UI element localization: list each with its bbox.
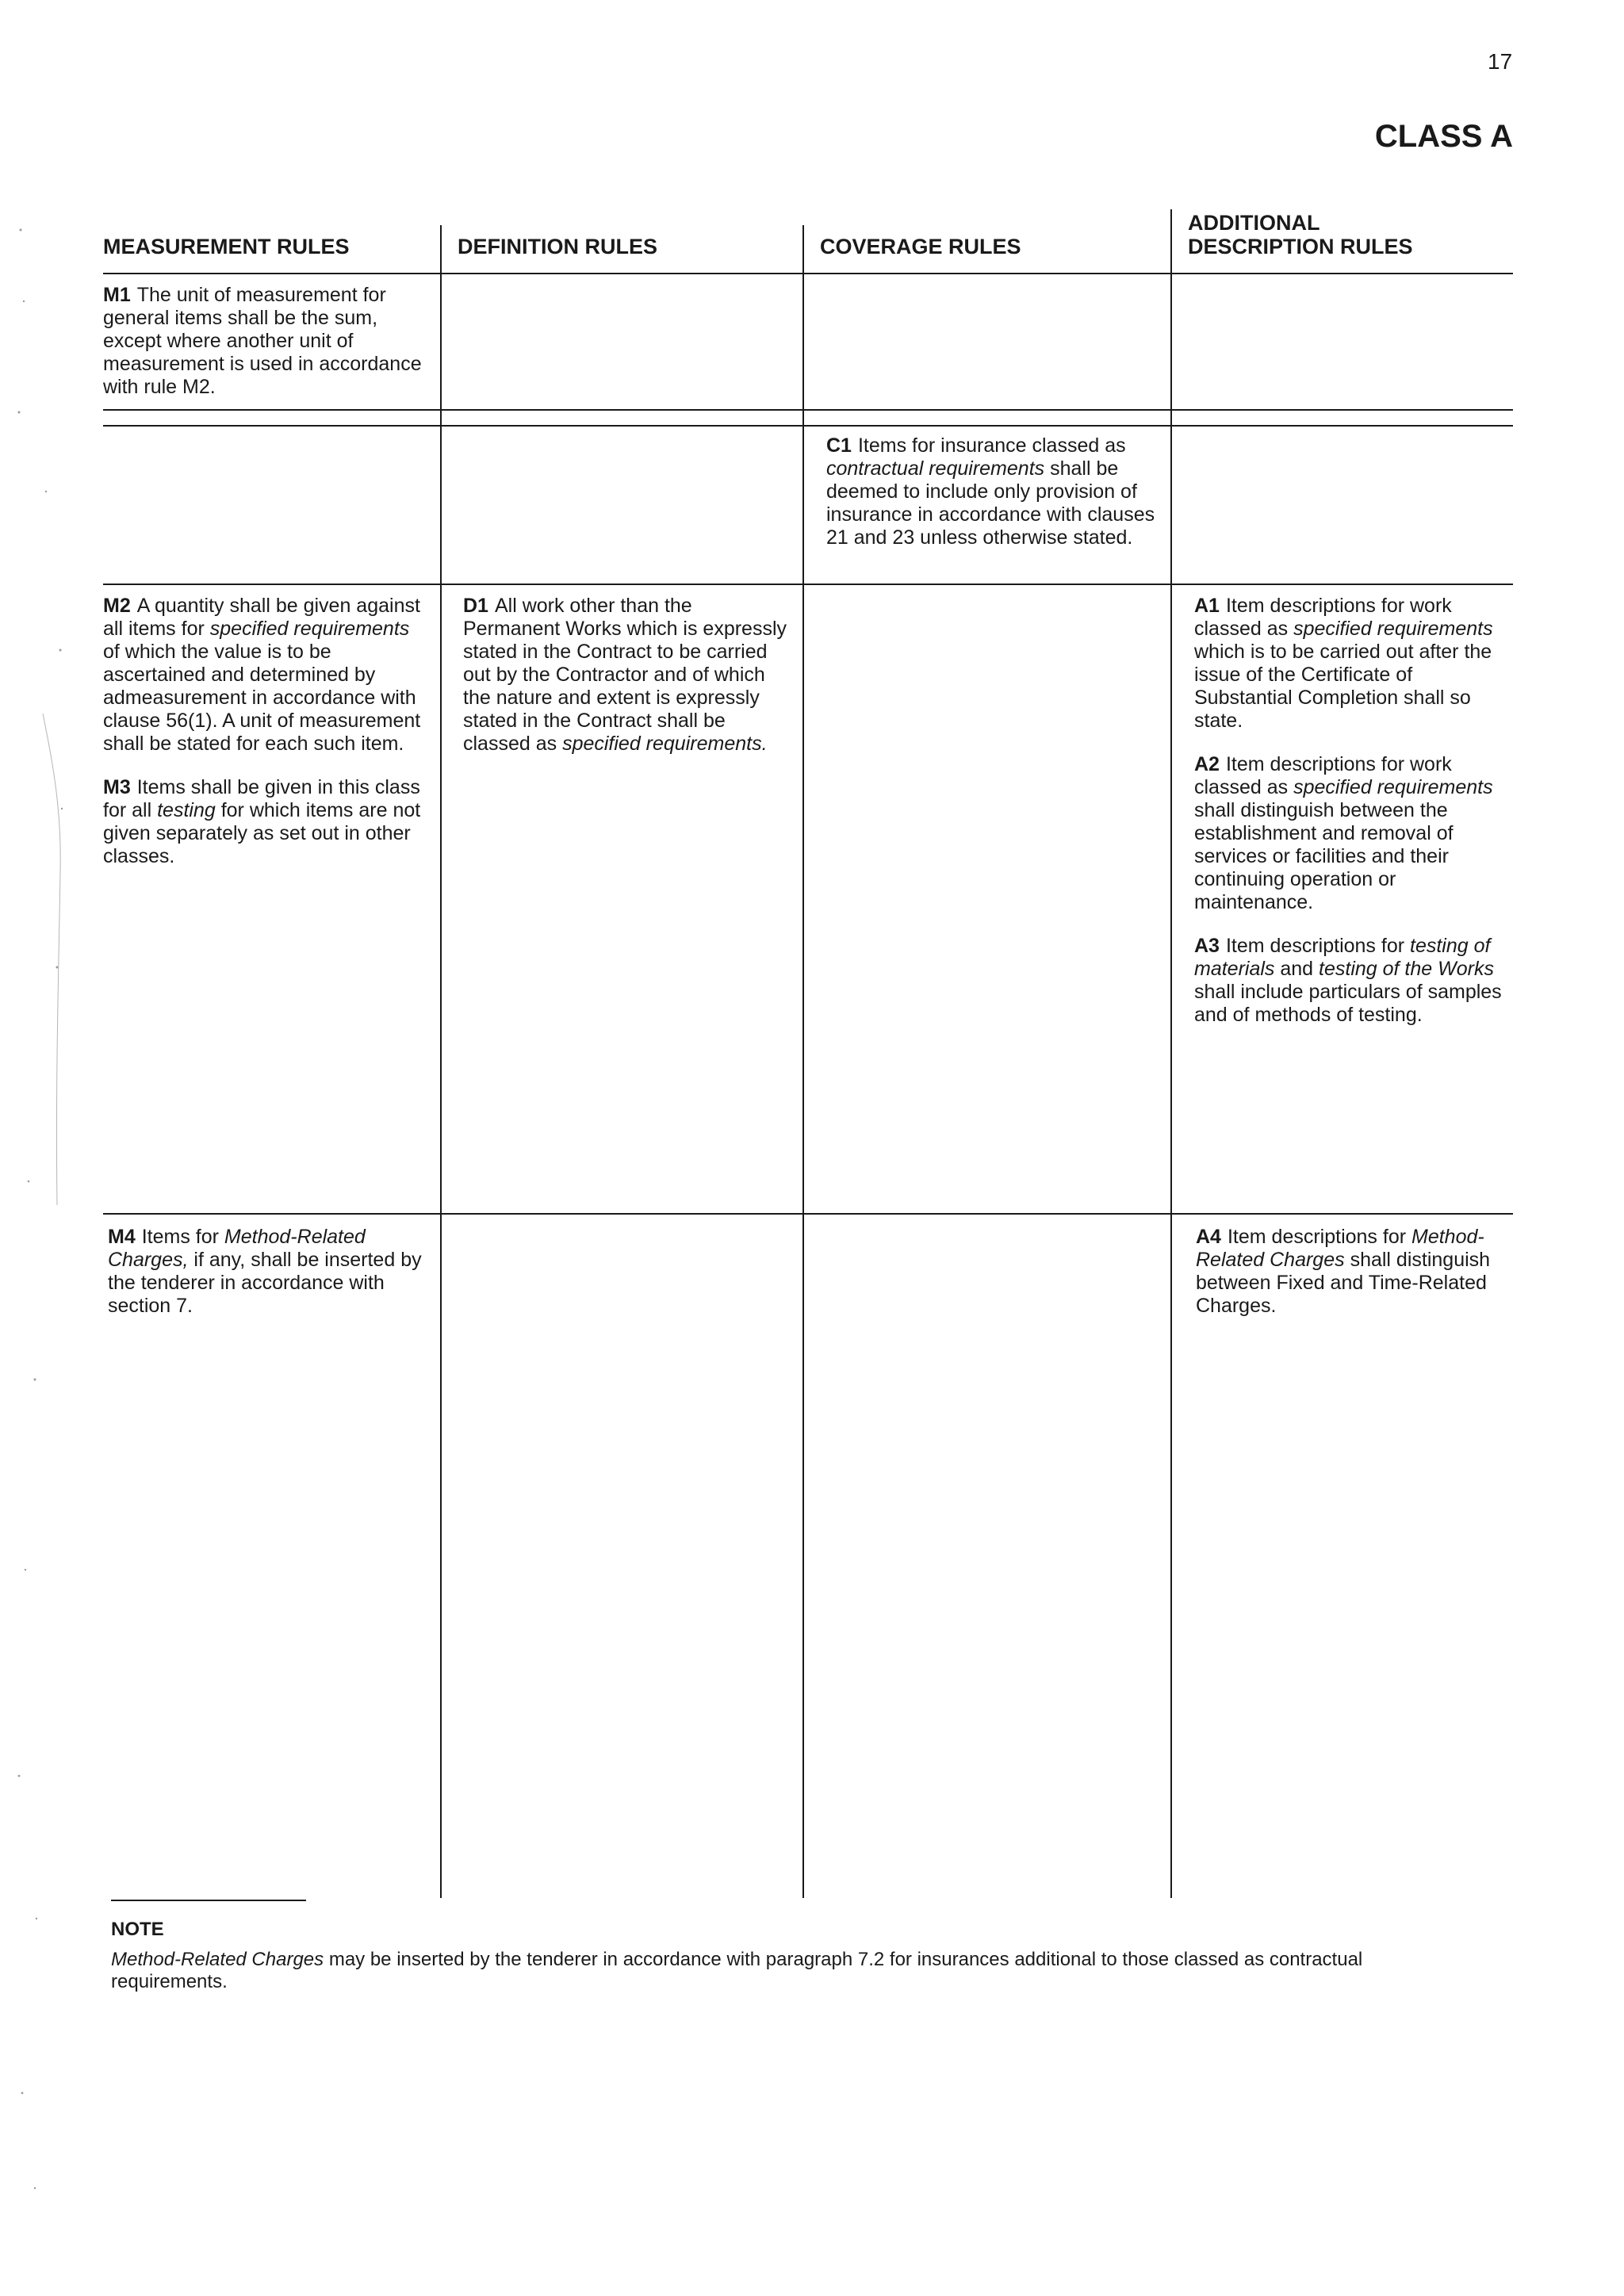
note-text (111, 1949, 1427, 1993)
rule-m4 (108, 1226, 428, 1318)
rule-text: of which the value is to be ascertained and determined by admeasurement in accordance with clause 56(1). A unit of measurement shall be stated for each such item. (103, 641, 421, 755)
rule-text-emphasis: Method-Related Charges (1196, 1226, 1484, 1271)
header-additional-line1: ADDITIONAL (1188, 211, 1320, 235)
rule-text: shall include particulars of samples and of methods of testing. (1194, 981, 1502, 1026)
rule-text: Items for insurance classed as (857, 434, 1126, 457)
rule-m3 (103, 776, 428, 868)
row-divider-1a (103, 409, 1513, 411)
rule-code: D1 (463, 595, 488, 617)
column-divider-2 (802, 225, 804, 1898)
rule-a2 (1194, 753, 1511, 914)
row-divider-3 (103, 1213, 1513, 1215)
rule-m1 (103, 284, 427, 399)
header-definition-rules: DEFINITION RULES (458, 235, 658, 258)
rule-text: shall be deemed to include only provision of insurance in accordance with clauses 21 and 23 unless otherwise stated. (826, 457, 1155, 549)
note-title: NOTE (111, 1919, 164, 1940)
rule-text: for which items are not given separately as set out in other classes. (103, 799, 421, 867)
rule-a1 (1194, 595, 1511, 733)
header-rule (103, 273, 1513, 274)
rule-code: A1 (1194, 595, 1220, 617)
rule-text-emphasis: testing (157, 799, 216, 821)
rule-text-emphasis: testing of materials (1194, 935, 1491, 980)
column-divider-3 (1170, 209, 1172, 1898)
rule-text-emphasis: specified requirements (1293, 776, 1493, 798)
header-additional-line2: DESCRIPTION RULES (1188, 235, 1413, 258)
rule-text-emphasis: specified requirements (209, 618, 410, 640)
note-text-body: may be inserted by the tenderer in accordance with paragraph 7.2 for insurances additional to those classed as contractual requirements. (111, 1949, 1363, 1992)
header-additional-description-rules (1188, 211, 1413, 258)
note-text-emphasis: Method-Related Charges (111, 1949, 324, 1970)
rule-code: M4 (108, 1226, 136, 1248)
scan-margin-specks (13, 206, 68, 2267)
rule-code: C1 (826, 434, 852, 457)
rule-code: M2 (103, 595, 131, 617)
rule-text-emphasis: specified requirements. (562, 733, 768, 755)
header-measurement-rules: MEASUREMENT RULES (103, 235, 350, 258)
rule-text: if any, shall be inserted by the tenderer in accordance with section 7. (108, 1249, 422, 1317)
rule-text: Item descriptions for work classed as (1194, 753, 1452, 798)
rule-code: A2 (1194, 753, 1220, 775)
rule-text: Item descriptions for work classed as (1194, 595, 1452, 640)
rule-text-emphasis: specified requirements (1293, 618, 1493, 640)
rule-text-emphasis: testing of the Works (1319, 958, 1494, 980)
rule-text: and (1274, 958, 1320, 980)
column-divider-1 (440, 225, 442, 1898)
rule-a3 (1194, 935, 1511, 1027)
rule-code: A3 (1194, 935, 1220, 957)
rule-a4 (1196, 1226, 1511, 1318)
rule-code: M1 (103, 284, 131, 306)
rule-d1 (463, 595, 791, 756)
class-title: CLASS A (1374, 119, 1513, 154)
rule-text: Items shall be given in this class for all (103, 776, 420, 821)
header-coverage-rules: COVERAGE RULES (820, 235, 1021, 258)
additional-rules-cell-3 (1194, 595, 1511, 1047)
rule-c1 (826, 434, 1159, 549)
measurement-rules-cell-3 (103, 595, 428, 889)
rule-text: Item descriptions for (1227, 1226, 1411, 1248)
row-divider-2 (103, 584, 1513, 585)
rule-text: A quantity shall be given against all items for (103, 595, 420, 640)
rule-text: All work other than the Permanent Works which is expressly stated in the Contract to be carried out by the Contractor and of which the nature and extent is expressly stated in the Contract shall be classed as (463, 595, 787, 755)
rule-code: A4 (1196, 1226, 1221, 1248)
page-number: 17 (1488, 49, 1513, 74)
rule-text: Items for (141, 1226, 224, 1248)
rule-text-emphasis: Method-Related Charges, (108, 1226, 366, 1271)
row-divider-1b (103, 425, 1513, 427)
rule-text-emphasis: contractual requirements (826, 457, 1045, 480)
rule-text: Item descriptions for (1225, 935, 1410, 957)
rule-text: The unit of measurement for general items shall be the sum, except where another unit of measurement is used in accordance with rule M2. (103, 284, 422, 398)
note-rule (111, 1900, 306, 1901)
rule-text: shall distinguish between the establishment and removal of services or facilities and their continuing operation or maintenance. (1194, 799, 1454, 913)
rule-m2 (103, 595, 428, 756)
rule-text: shall distinguish between Fixed and Time-Related Charges. (1196, 1249, 1491, 1317)
rule-text: which is to be carried out after the issue of the Certificate of Substantial Completion shall so state. (1194, 641, 1492, 732)
rule-code: M3 (103, 776, 131, 798)
